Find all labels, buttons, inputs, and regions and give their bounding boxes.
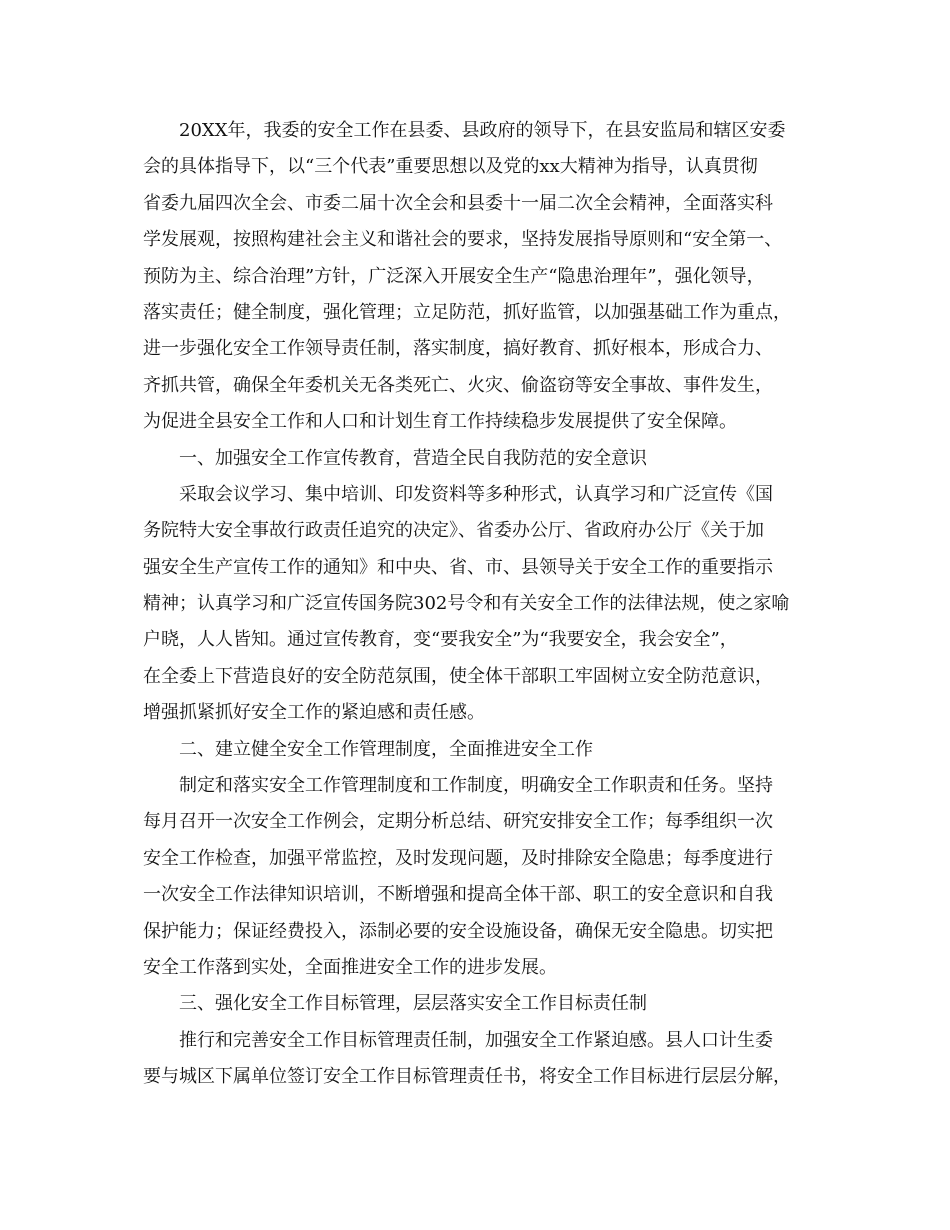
text-line: 为促进全县安全工作和人口和计划生育工作持续稳步发展提供了安全保障。 xyxy=(143,411,737,433)
text-line: 保护能力；保证经费投入，添制必要的安全设施设备，确保无安全隐患。切实把 xyxy=(143,920,773,942)
document-body xyxy=(143,113,807,1096)
text-line: 增强抓紧抓好安全工作的紧迫感和责任感。 xyxy=(143,702,485,724)
text-line: 务院特大安全事故行政责任追究的决定》、省委办公厅、省政府办公厅《关于加 xyxy=(143,520,764,542)
text-line: 推行和完善安全工作目标管理责任制，加强安全工作紧迫感。县人口计生委 xyxy=(179,1029,773,1051)
text-line: 每月召开一次安全工作例会，定期分析总结、研究安排安全工作；每季组织一次 xyxy=(143,811,773,833)
text-line: 会的具体指导下，以“三个代表”重要思想以及党的xx大精神为指导，认真贯彻 xyxy=(143,156,758,178)
text-line: 一次安全工作法律知识培训，不断增强和提高全体干部、职工的安全意识和自我 xyxy=(143,884,773,906)
text-line: 学发展观，按照构建社会主义和谐社会的要求，坚持发展指导原则和“安全第一、 xyxy=(143,229,783,251)
text-line: 采取会议学习、集中培训、印发资料等多种形式，认真学习和广泛宣传《国 xyxy=(179,483,773,505)
text-line: 精神；认真学习和广泛宣传国务院302号令和有关安全工作的法律法规，使之家喻 xyxy=(143,593,790,615)
text-line: 在全委上下营造良好的安全防范氛围，使全体干部职工牢固树立安全防范意识， xyxy=(143,665,773,687)
text-line: 安全工作检查，加强平常监控，及时发现问题，及时排除安全隐患；每季度进行 xyxy=(143,847,773,869)
text-line: 齐抓共管，确保全年委机关无各类死亡、火灾、偷盗窃等安全事故、事件发生， xyxy=(143,374,773,396)
text-line: 三、强化安全工作目标管理，层层落实安全工作目标责任制 xyxy=(179,993,647,1015)
text-line: 制定和落实安全工作管理制度和工作制度，明确安全工作职责和任务。坚持 xyxy=(179,775,773,797)
text-line: 20XX年，我委的安全工作在县委、县政府的领导下，在县安监局和辖区安委 xyxy=(179,120,786,141)
text-line: 二、建立健全安全工作管理制度，全面推进安全工作 xyxy=(179,738,593,760)
text-line: 要与城区下属单位签订安全工作目标管理责任书，将安全工作目标进行层层分解， xyxy=(143,1066,791,1088)
text-line: 强安全生产宣传工作的通知》和中央、省、市、县领导关于安全工作的重要指示 xyxy=(143,556,773,578)
text-line: 进一步强化安全工作领导责任制，落实制度，搞好教育、抓好根本，形成合力、 xyxy=(143,338,773,360)
text-line: 安全工作落到实处，全面推进安全工作的进步发展。 xyxy=(143,956,557,978)
text-line: 一、加强安全工作宣传教育，营造全民自我防范的安全意识 xyxy=(179,447,647,469)
text-line: 落实责任；健全制度，强化管理；立足防范，抓好监管，以加强基础工作为重点， xyxy=(143,301,791,323)
text-line: 省委九届四次全会、市委二届十次全会和县委十一届二次全会精神，全面落实科 xyxy=(143,192,773,214)
text-line: 预防为主、综合治理”方针，广泛深入开展安全生产“隐患治理年”，强化领导， xyxy=(143,265,765,287)
text-line: 户晓，人人皆知。通过宣传教育，变“要我安全”为“我要安全，我会安全”， xyxy=(143,629,738,651)
